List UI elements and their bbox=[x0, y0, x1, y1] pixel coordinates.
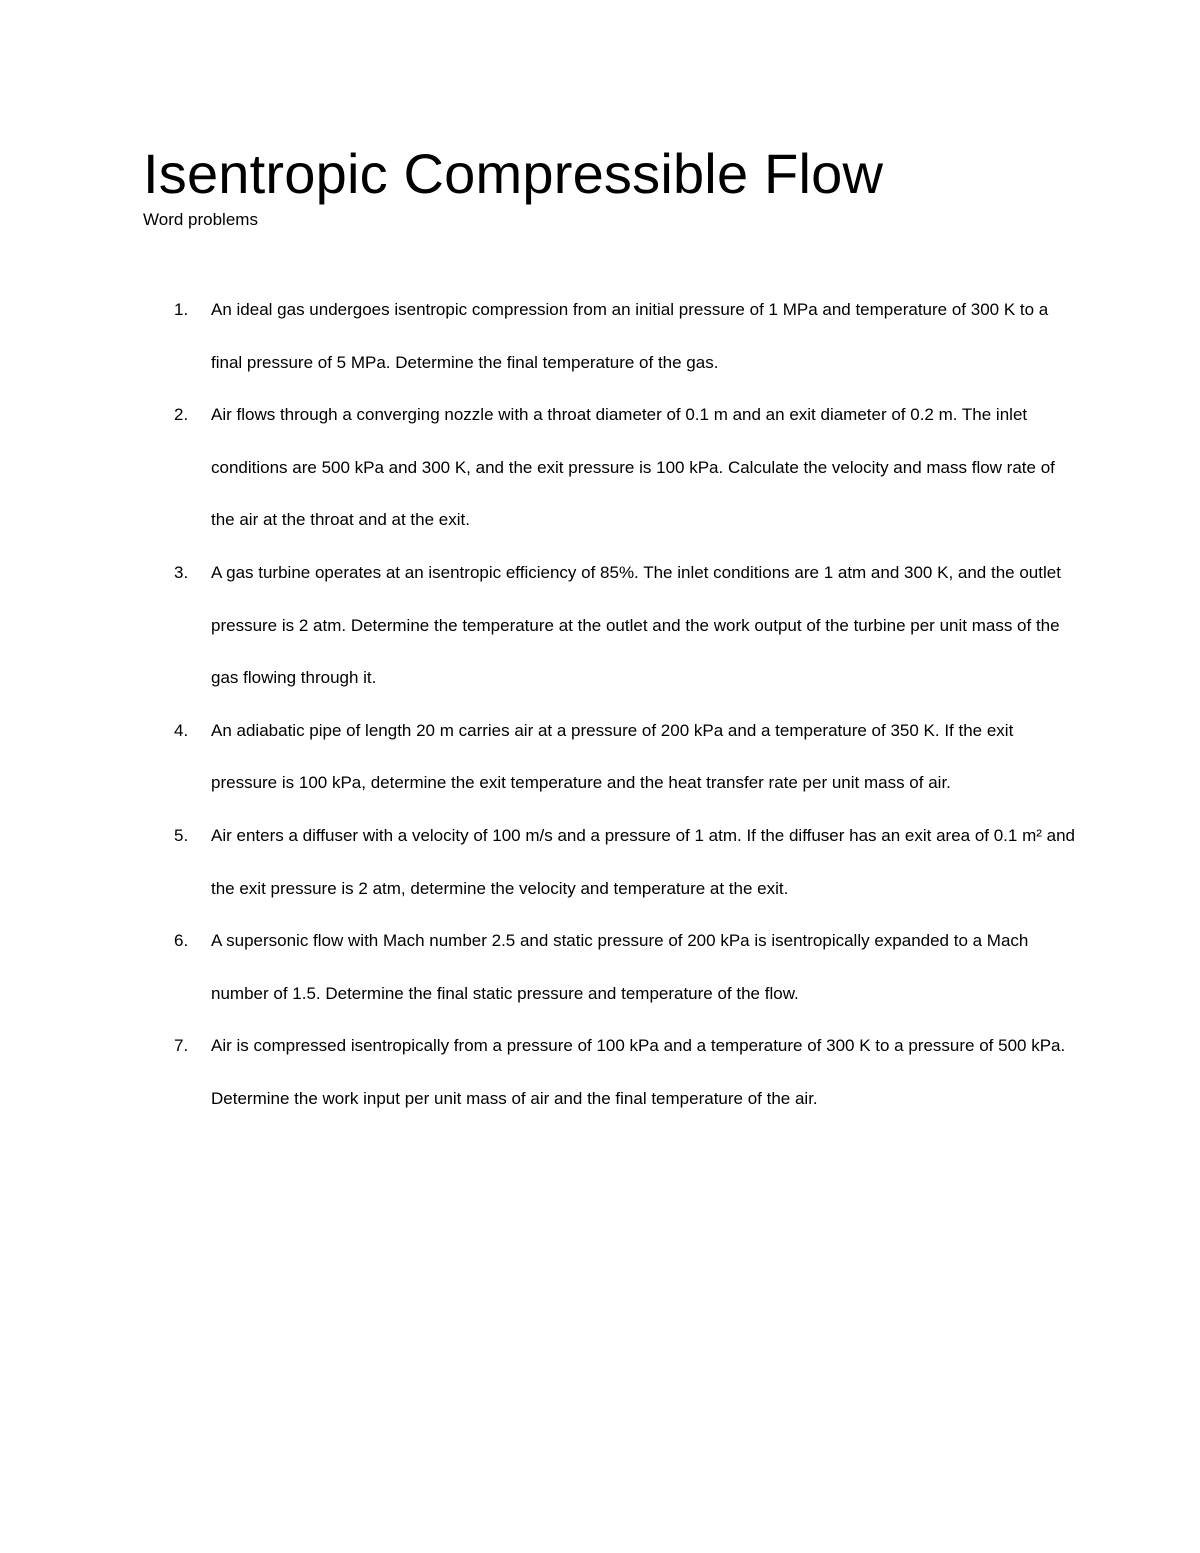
list-item bbox=[0, 705, 1200, 810]
problem-text: An adiabatic pipe of length 20 m carries air at a pressure of 200 kPa and a temperature of 350 K. If the exit pressure is 100 kPa, determine the exit temperature and the heat transfer rate per unit mass of air. bbox=[211, 720, 1014, 793]
problem-text: A supersonic flow with Mach number 2.5 and static pressure of 200 kPa is isentropically expanded to a Mach number of 1.5. Determine the final static pressure and temperature of the flow. bbox=[211, 931, 1029, 1003]
problem-text: An ideal gas undergoes isentropic compression from an initial pressure of 1 MPa and temperature of 300 K to a final pressure of 5 MPa. Determine the final temperature of the gas. bbox=[211, 300, 1049, 372]
problem-text: Air flows through a converging nozzle with a throat diameter of 0.1 m and an exit diameter of 0.2 m. The inlet conditions are 500 kPa and 300 K, and the exit pressure is 100 kPa. Calculate the velocity and mass flow rate of the air at the throat and at the exit. bbox=[211, 405, 1055, 530]
list-item bbox=[0, 1020, 1200, 1125]
problem-list bbox=[0, 284, 1200, 1126]
list-item bbox=[0, 389, 1200, 547]
problem-number: 1. bbox=[174, 300, 189, 319]
problem-number: 5. bbox=[174, 825, 189, 845]
problem-number: 2. bbox=[174, 405, 189, 425]
problem-number: 4. bbox=[174, 720, 189, 740]
problem-text: Air is compressed isentropically from a pressure of 100 kPa and a temperature of 300 K to a pressure of 500 kPa. Determine the work input per unit mass of air and the final temperature of the air. bbox=[211, 1036, 1066, 1108]
list-item bbox=[0, 810, 1200, 915]
problem-text: A gas turbine operates at an isentropic efficiency of 85%. The inlet conditions are 1 atm and 300 K, and the outlet pressure is 2 atm. Determine the temperature at the outlet and the work output of the turbine per unit mass of the gas flowing through it. bbox=[211, 562, 1061, 688]
problem-number: 7. bbox=[174, 1036, 189, 1056]
list-item bbox=[0, 284, 1200, 389]
list-item bbox=[0, 915, 1200, 1020]
document-title: Isentropic Compressible Flow bbox=[143, 142, 884, 205]
problem-text: Air enters a diffuser with a velocity of 100 m/s and a pressure of 1 atm. If the diffuser has an exit area of 0.1 m² and the exit pressure is 2 atm, determine the velocity and temperature at the exit. bbox=[211, 825, 1075, 898]
list-item bbox=[0, 547, 1200, 705]
problem-number: 6. bbox=[174, 931, 189, 951]
document-subtitle: Word problems bbox=[143, 210, 258, 229]
problem-number: 3. bbox=[174, 562, 189, 582]
